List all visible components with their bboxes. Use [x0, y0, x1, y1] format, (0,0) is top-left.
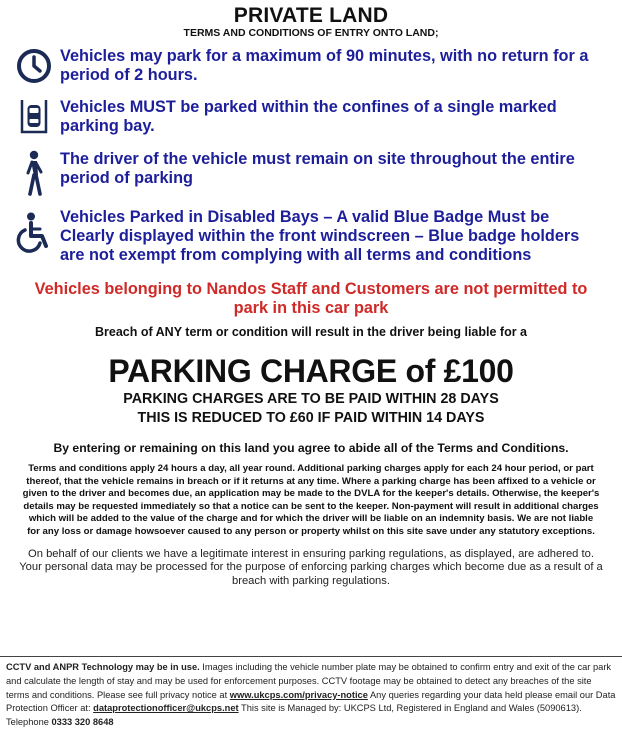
data-interest-paragraph: On behalf of our clients we have a legitimate interest in ensuring parking regulations, as displayed, are adhered to. Your personal data may be processed for the purpose of enforcing parking charges which become due as a result of a breach with parking regulations. [19, 547, 603, 587]
payment-terms [0, 390, 622, 428]
footer-divider [0, 656, 622, 657]
parking-charge-amount: PARKING CHARGE of £100 [108, 353, 514, 389]
rule-text: Vehicles may park for a maximum of 90 minutes, with no return for a period of 2 hours. [60, 47, 589, 84]
wheelchair-icon [14, 212, 54, 254]
payment-deadline: PARKING CHARGES ARE TO BE PAID WITHIN 28 DAYS [123, 391, 499, 407]
cctv-notice: CCTV and ANPR Technology may be in use. [6, 662, 200, 672]
rule-item-single-bay [0, 98, 622, 136]
rules-list [0, 47, 622, 265]
footer-text-2: Any queries regarding your data held please email our Data Protection Officer at: [6, 689, 616, 714]
footer-text-3: This site is Managed by: UKCPS Ltd, Registered in England and Wales (5090613). Telephone [6, 703, 582, 728]
page-title: PRIVATE LAND [233, 4, 389, 27]
rule-item-driver-on-site [0, 150, 622, 196]
rule-text: Vehicles MUST be parked within the confines of a single marked parking bay. [60, 98, 557, 135]
clock-icon [15, 47, 53, 85]
footer-text-1: Images including the vehicle number plate may be obtained to confirm entry and exit of the car park and calculate the length of stay and may be used for enforcement purposes. CCTV footage may be obtained to detect any breaches of the site terms and conditions. Please see full privacy notice at [6, 662, 612, 700]
rule-text: Vehicles Parked in Disabled Bays – A valid Blue Badge Must be Clearly displayed within the front windscreen – Blue badge holders are not exempt from complying with all terms and conditions [60, 208, 580, 264]
page-subtitle: TERMS AND CONDITIONS OF ENTRY ONTO LAND; [183, 27, 439, 39]
telephone-number: 0333 320 8648 [51, 717, 114, 728]
terms-paragraph: Terms and conditions apply 24 hours a day, all year round. Additional parking charges apply for each 24 hour period, or part thereof, that the vehicle remains in breach or if it returns at any time. Where a parking charge has been affixed to a vehicle or given to the driver and becomes due, an application may be made to the DVLA for the keeper's details. Otherwise, the keeper's details may be requested immediately so that a notice can be sent to the keeper. Non-payment will result in additional charges which will be added to the value of the charge and for which the driver will be liable on an indemnity basis. We are not liable for any loss or damage howsoever caused to any person or property whilst on this site save under any statutory exceptions. [22, 463, 600, 537]
breach-notice: Breach of ANY term or condition will result in the driver being liable for a [94, 325, 528, 339]
nandos-warning: Vehicles belonging to Nandos Staff and Customers are not permitted to park in this car park [34, 280, 588, 317]
footer-privacy-notice [6, 661, 616, 730]
payment-reduction: THIS IS REDUCED TO £60 IF PAID WITHIN 14 DAYS [137, 410, 485, 426]
parking-bay-car-icon [19, 98, 49, 134]
rule-text: The driver of the vehicle must remain on site throughout the entire period of parking [60, 150, 575, 187]
walking-person-icon [21, 150, 47, 196]
dpo-email-link[interactable]: dataprotectionofficer@ukcps.net [93, 703, 239, 714]
agreement-statement: By entering or remaining on this land you agree to abide all of the Terms and Conditions. [53, 441, 569, 455]
rule-item-disabled-bays [0, 208, 622, 265]
rule-item-time-limit [0, 47, 622, 85]
privacy-notice-link[interactable]: www.ukcps.com/privacy-notice [229, 689, 368, 700]
